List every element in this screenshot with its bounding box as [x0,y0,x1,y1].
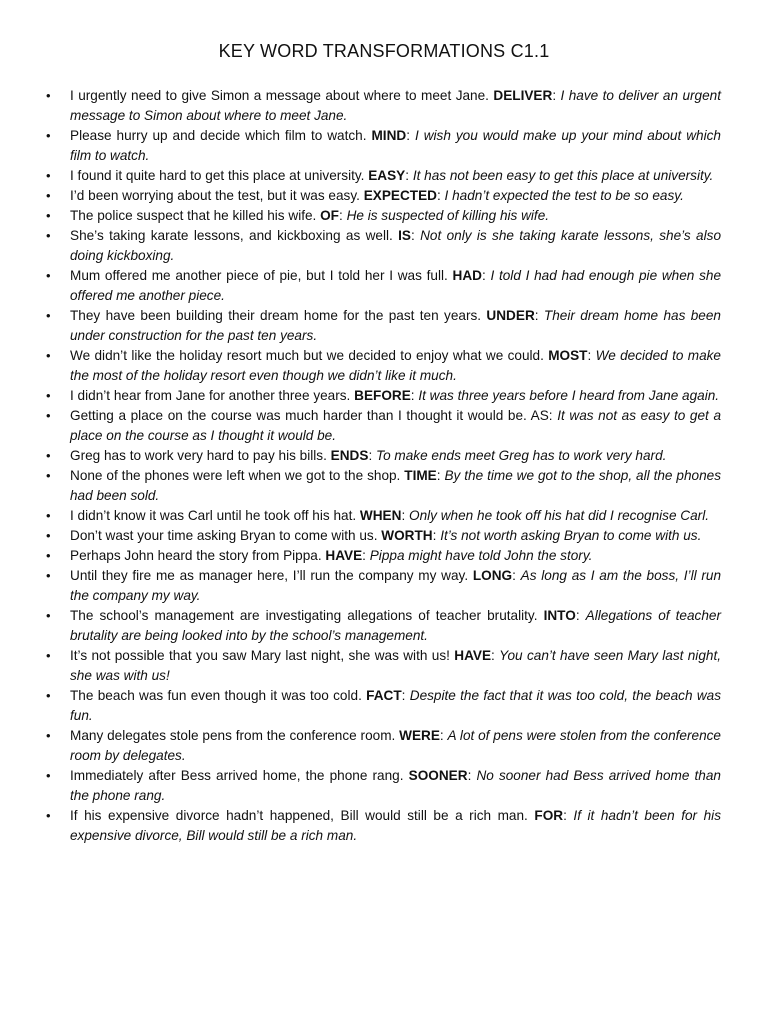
list-item: • It’s not possible that you saw Mary last night, she was with us! HAVE: You can’t have seen Mary last night, she was with us! [0,646,768,686]
item-answer: If it hadn’t been for his expensive divorce, Bill would still be a rich man. [70,808,721,843]
item-sentence: She’s taking karate lessons, and kickboxing as well. [70,228,393,243]
item-keyword: DELIVER [493,88,553,103]
list-item: • Mum offered me another piece of pie, but I told her I was full. HAD: I told I had had enough pie when she offered me another piece. [0,266,768,306]
item-sentence: The police suspect that he killed his wife. [70,208,317,223]
list-item: • She’s taking karate lessons, and kickboxing as well. IS: Not only is she taking karate lessons, she’s also doing kickboxing. [0,226,768,266]
item-sentence: I didn’t know it was Carl until he took off his hat. [70,508,357,523]
list-item: • Perhaps John heard the story from Pippa. HAVE: Pippa might have told John the story. [0,546,768,566]
item-sentence: They have been building their dream home for the past ten years. [70,308,482,323]
item-keyword: BEFORE [354,388,411,403]
item-sentence: If his expensive divorce hadn’t happened, Bill would still be a rich man. [70,808,528,823]
list-item [0,406,768,446]
item-answer: It’s not worth asking Bryan to come with us. [440,528,702,543]
item-sentence: I found it quite hard to get this place at university. [70,168,365,183]
item-keyword: WORTH [381,528,433,543]
item-answer: Not only is she taking karate lessons, she’s also doing kickboxing. [70,228,721,263]
list-item: • They have been building their dream home for the past ten years. UNDER: Their dream home has been under construction for the past ten years. [0,306,768,346]
list-item: • The police suspect that he killed his wife. OF: He is suspected of killing his wife. [0,206,768,226]
item-answer: Despite the fact that it was too cold, the beach was fun. [70,688,721,723]
item-answer: Only when he took off his hat did I recognise Carl. [409,508,709,523]
list-item: • The beach was fun even though it was too cold. FACT: Despite the fact that it was too cold, the beach was fun. [0,686,768,726]
item-answer: It has not been easy to get this place at university. [412,168,714,183]
item-sentence: The beach was fun even though it was too cold. [70,688,362,703]
item-answer: Their dream home has been under construction for the past ten years. [70,308,721,343]
item-keyword: ENDS [330,448,369,463]
item-keyword: HAVE [454,648,492,663]
list-item: • Until they fire me as manager here, I’ll run the company my way. LONG: As long as I am the boss, I’ll run the company my way. [0,566,768,606]
item-sentence: None of the phones were left when we got to the shop. [70,468,401,483]
item-keyword: WERE [399,728,440,743]
item-answer: I told I had had enough pie when she offered me another piece. [70,268,722,303]
item-keyword: EASY [368,168,406,183]
item-keyword: LONG [472,568,513,583]
item-answer: By the time we got to the shop, all the phones had been sold. [70,468,721,503]
list-item: • Immediately after Bess arrived home, the phone rang. SOONER: No sooner had Bess arrived home than the phone rang. [0,766,768,806]
item-sentence: Immediately after Bess arrived home, the phone rang. [70,768,404,783]
transformation-list [0,86,768,846]
item-keyword: INTO [543,608,576,623]
item-answer: I have to deliver an urgent message to Simon about where to meet Jane. [70,88,721,123]
item-answer: It was not as easy to get a place on the course as I thought it would be. [70,408,722,443]
item-sentence: I urgently need to give Simon a message about where to meet Jane. [70,88,489,103]
item-answer: I wish you would make up your mind about which film to watch. [70,128,721,163]
list-item: • I didn’t hear from Jane for another three years. BEFORE: It was three years before I heard from Jane again. [0,386,768,406]
item-answer: Allegations of teacher brutality are being looked into by the school’s management. [70,608,722,643]
item-answer: You can’t have seen Mary last night, she was with us! [70,648,722,683]
list-item: • If his expensive divorce hadn’t happened, Bill would still be a rich man. FOR: If it hadn’t been for his expensive divorce, Bill would still be a rich man. [0,806,768,846]
item-keyword: TIME [404,468,437,483]
list-item: • Greg has to work very hard to pay his bills. ENDS: To make ends meet Greg has to work very hard. [0,446,768,466]
item-sentence: Please hurry up and decide which film to watch. [70,128,367,143]
list-item: • The school’s management are investigating allegations of teacher brutality. INTO: Allegations of teacher brutality are being looked into by the school’s management. [0,606,768,646]
item-sentence: I didn’t hear from Jane for another three years. [70,388,351,403]
item-sentence: Don’t wast your time asking Bryan to come with us. [70,528,378,543]
page-title: KEY WORD TRANSFORMATIONS C1.1 [218,41,550,61]
item-sentence: Until they fire me as manager here, I’ll run the company my way. [70,568,469,583]
item-keyword: EXPECTED [363,188,437,203]
item-answer: Pippa might have told John the story. [369,548,593,563]
item-sentence: Mum offered me another piece of pie, but I told her I was full. [70,268,448,283]
list-item: • None of the phones were left when we got to the shop. TIME: By the time we got to the shop, all the phones had been sold. [0,466,768,506]
list-item: • I urgently need to give Simon a message about where to meet Jane. DELIVER: I have to deliver an urgent message to Simon about where to meet Jane. [0,86,768,126]
item-sentence: Many delegates stole pens from the conference room. [70,728,396,743]
item-sentence: Getting a place on the course was much harder than I thought it would be. AS: [70,408,553,423]
item-answer: He is suspected of killing his wife. [346,208,550,223]
item-keyword: SOONER [408,768,468,783]
item-answer: I hadn’t expected the test to be so easy. [444,188,684,203]
item-sentence: It’s not possible that you saw Mary last night, she was with us! [70,648,450,663]
list-item: • I didn’t know it was Carl until he took off his hat. WHEN: Only when he took off his hat did I recognise Carl. [0,506,768,526]
item-keyword: OF [320,208,339,223]
item-answer: To make ends meet Greg has to work very hard. [376,448,667,463]
list-item: • We didn’t like the holiday resort much but we decided to enjoy what we could. MOST: We decided to make the most of the holiday resort even though we didn’t like it much. [0,346,768,386]
item-keyword: MIND [371,128,407,143]
item-keyword: IS [398,228,411,243]
item-keyword: HAD [452,268,482,283]
list-item: • I found it quite hard to get this place at university. EASY: It has not been easy to get this place at university. [0,166,768,186]
list-item: • I’d been worrying about the test, but it was easy. EXPECTED: I hadn’t expected the test to be so easy. [0,186,768,206]
list-item: • Don’t wast your time asking Bryan to come with us. WORTH: It’s not worth asking Bryan to come with us. [0,526,768,546]
item-answer: We decided to make the most of the holiday resort even though we didn’t like it much. [70,348,721,383]
item-keyword: HAVE [325,548,363,563]
item-sentence: Greg has to work very hard to pay his bills. [70,448,327,463]
item-keyword: MOST [548,348,588,363]
item-keyword: UNDER [486,308,535,323]
item-answer: A lot of pens were stolen from the conference room by delegates. [70,728,721,763]
list-item: • Many delegates stole pens from the conference room. WERE: A lot of pens were stolen from the conference room by delegates. [0,726,768,766]
list-item: • Please hurry up and decide which film to watch. MIND: I wish you would make up your mind about which film to watch. [0,126,768,166]
item-sentence: The school’s management are investigating allegations of teacher brutality. [70,608,538,623]
item-sentence: We didn’t like the holiday resort much but we decided to enjoy what we could. [70,348,544,363]
item-answer: It was three years before I heard from Jane again. [418,388,720,403]
item-sentence: Perhaps John heard the story from Pippa. [70,548,322,563]
item-answer: No sooner had Bess arrived home than the phone rang. [70,768,721,803]
item-keyword: FOR [534,808,564,823]
item-answer: As long as I am the boss, I’ll run the company my way. [70,568,722,603]
item-sentence: I’d been worrying about the test, but it was easy. [70,188,360,203]
item-keyword: FACT [366,688,402,703]
item-keyword: WHEN [359,508,402,523]
